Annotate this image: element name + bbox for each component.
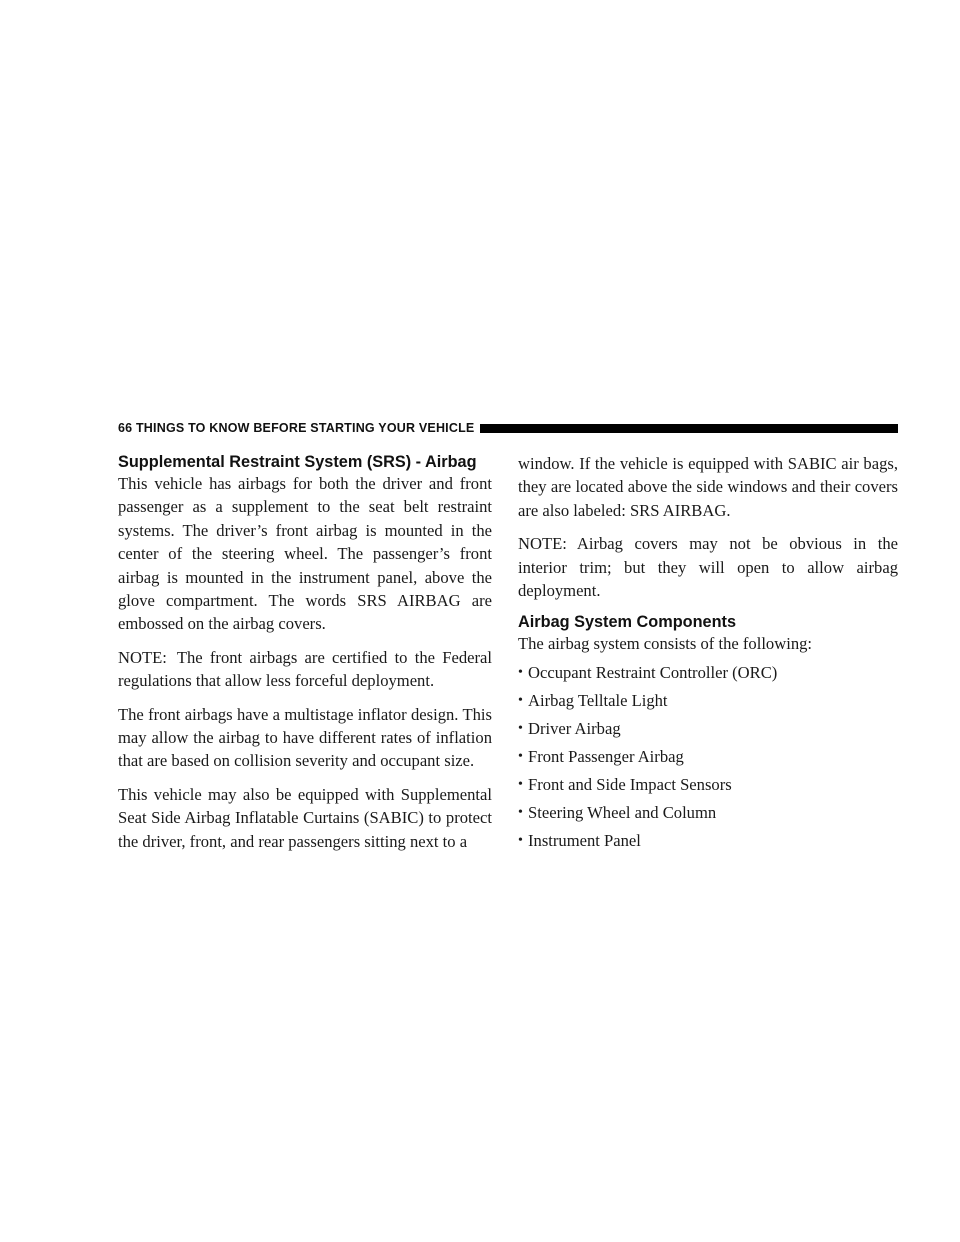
paragraph-sabic: This vehicle may also be equipped with Supplemental Seat Side Airbag Inflatable Curtains (SABIC) to protect the driver, front, and rear passengers sitting next to a [118, 784, 492, 851]
bullet-icon: • [518, 832, 523, 848]
note-label: NOTE: [518, 534, 567, 554]
list-item-text: Driver Airbag [528, 718, 621, 738]
list-item-text: Front Passenger Airbag [528, 746, 684, 766]
list-item-text: Steering Wheel and Column [528, 802, 717, 822]
bullet-icon: • [518, 776, 523, 792]
list-item [518, 745, 898, 768]
paragraph-multistage: The front airbags have a multistage inflator design. This may allow the airbag to have different rates of inflation that are based on collision severity and occupant size. [118, 704, 492, 771]
list-item-text: Occupant Restraint Controller (ORC) [528, 662, 778, 682]
bullet-icon: • [518, 664, 523, 680]
note-label: NOTE: [118, 647, 167, 667]
bullet-icon: • [518, 720, 523, 736]
paragraph-airbags-intro: This vehicle has airbags for both the driver and front passenger as a supplement to the seat belt restraint systems. The driver’s front airbag is mounted in the center of the steering wheel. The passenger’s front airbag is mounted in the instrument panel, above the glove compartment. The words SRS AIRBAG are embossed on the airbag covers. [118, 474, 492, 634]
list-item [518, 829, 898, 852]
list-item [518, 661, 898, 684]
list-item-text: Instrument Panel [528, 830, 641, 850]
list-item [518, 689, 898, 712]
list-item [518, 717, 898, 740]
components-lead: The airbag system consists of the following: [518, 634, 813, 654]
components-list [518, 661, 898, 852]
page-header [118, 420, 898, 436]
section-heading-components: Airbag System Components [518, 613, 737, 632]
bullet-icon: • [518, 748, 523, 764]
note-airbag-covers [518, 532, 898, 602]
note-text: The front airbags are certified to the Federal regulations that allow less forceful deployment. [118, 647, 492, 691]
section-heading-srs: Supplemental Restraint System (SRS) - Airbag [118, 453, 477, 471]
left-column [118, 452, 492, 863]
header-rule [480, 424, 898, 433]
bullet-icon: • [518, 804, 523, 820]
list-item-text: Front and Side Impact Sensors [528, 774, 732, 794]
right-column [518, 452, 898, 857]
list-item-text: Airbag Telltale Light [528, 690, 668, 710]
list-item [518, 773, 898, 796]
paragraph-sabic-continued: window. If the vehicle is equipped with SABIC air bags, they are located above the side windows and their covers are also labeled: SRS AIRBAG. [518, 454, 898, 520]
bullet-icon: • [518, 692, 523, 708]
list-item [518, 801, 898, 824]
note-front-airbags [118, 646, 492, 693]
page-header-label: 66 THINGS TO KNOW BEFORE STARTING YOUR VEHICLE [118, 421, 475, 435]
note-text: Airbag covers may not be obvious in the interior trim; but they will open to allow airbag deployment. [518, 534, 898, 601]
